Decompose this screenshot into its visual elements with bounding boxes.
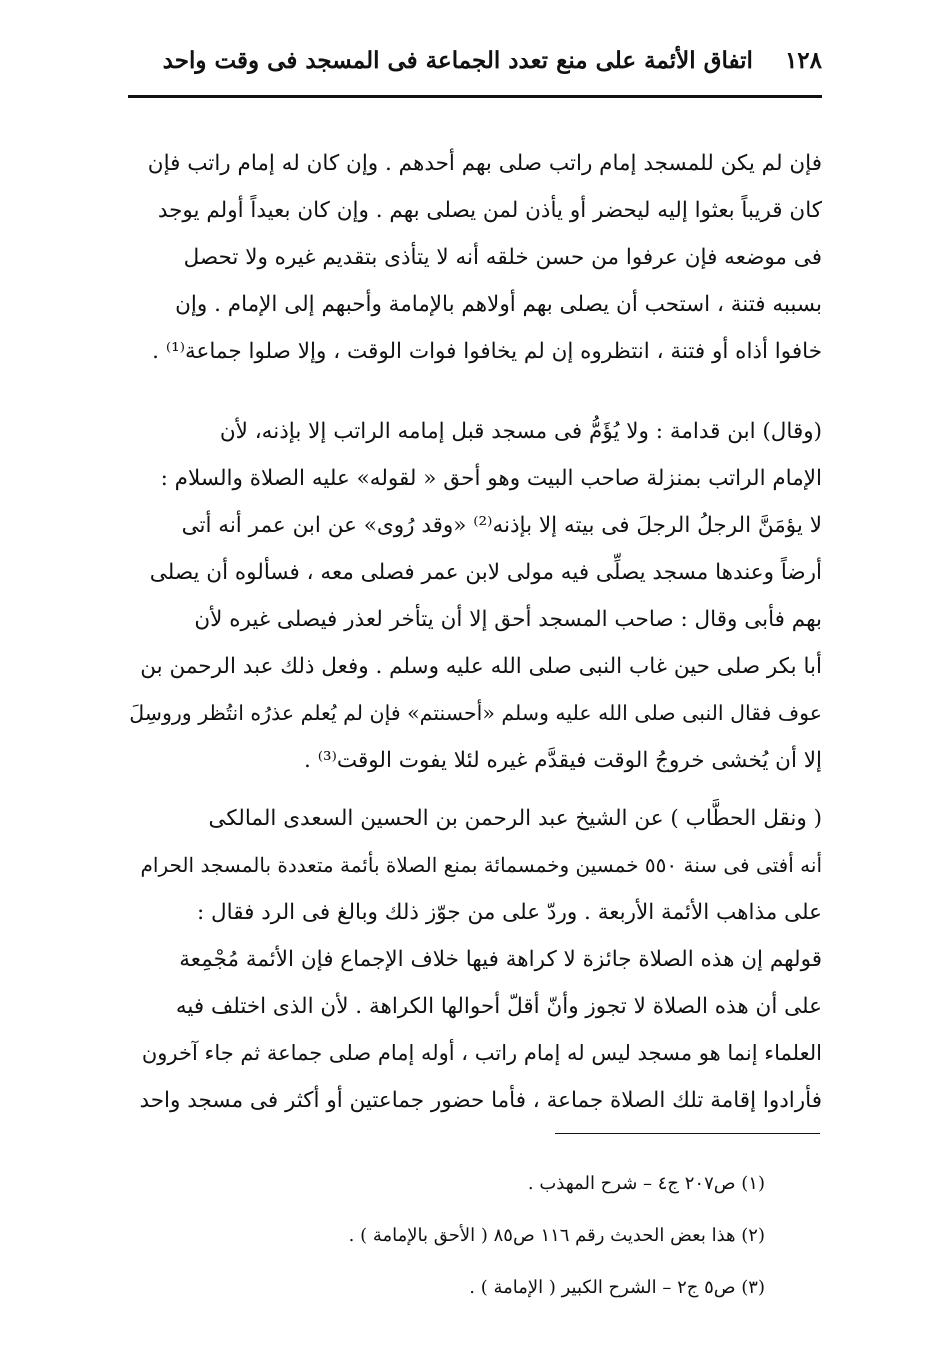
text-line: بسببه فتنة ، استحب أن يصلى بهم أولاهم بالإمامة وأحبهم إلى الإمام . وإن (175, 292, 822, 317)
paragraph-1 (128, 140, 822, 375)
text-line: أنه أفتى فى سنة ٥٥٠ خمسين وخمسمائة بمنع الصلاة بأئمة متعددة بالمسجد الحرام (140, 853, 822, 877)
text-line: على مذاهب الأئمة الأربعة . وردّ على من جوّز ذلك وبالغ فى الرد فقال : (196, 900, 822, 925)
footnotes (300, 1158, 765, 1314)
footnote-separator (555, 1133, 820, 1134)
text-line: لا يؤمَنَّ الرجلُ الرجلَ فى بيته إلا بإذنه⁽²⁾ «وقد رُوى» عن ابن عمر أنه أتى (181, 513, 822, 538)
text-line: فإن لم يكن للمسجد إمام راتب صلى بهم أحدهم . وإن كان له إمام راتب فإن (147, 151, 822, 176)
paragraph-2 (128, 408, 822, 784)
text-line: عوف فقال النبى صلى الله عليه وسلم «أحسنتم» فإن لم يُعلم عذرُه انتُظر وروسِلَ (129, 701, 822, 725)
text-line: على أن هذه الصلاة لا تجوز وأنّ أقلّ أحوالها الكراهة . لأن الذى اختلف فيه (175, 994, 822, 1019)
text-line: ( ونقل الحطَّاب ) عن الشيخ عبد الرحمن بن الحسين السعدى المالكى (208, 806, 822, 831)
text-line: بهم فأبى وقال : صاحب المسجد أحق إلا أن يتأخر لعذر فيصلى غيره لأن (194, 607, 822, 632)
text-line: أرضاً وعندها مسجد يصلِّى فيه مولى لابن عمر فصلى معه ، فسألوه أن يصلى (149, 560, 822, 585)
footnote-2: (٢) هذا بعض الحديث رقم ١١٦ ص٨٥ ( الأحق بالإمامة ) . (348, 1225, 765, 1246)
footnote-3: (٣) ص٥ ج٢ – الشرح الكبير ( الإمامة ) . (469, 1277, 765, 1298)
page-number: ١٢٨ (784, 46, 822, 74)
footnote-1: (١) ص٢٠٧ ج٤ – شرح المهذب . (527, 1173, 765, 1194)
page-header (128, 40, 822, 80)
text-line: فأرادوا إقامة تلك الصلاة جماعة ، فأما حضور جماعتين أو أكثر فى مسجد واحد (139, 1088, 822, 1113)
text-line: فى موضعه فإن عرفوا من حسن خلقه أنه لا يتأذى بتقديم غيره ولا تحصل (183, 245, 822, 270)
text-line: (وقال) ابن قدامة : ولا يُؤَمُّ فى مسجد قبل إمامه الراتب إلا بإذنه، لأن (219, 419, 822, 444)
text-line: الإمام الراتب بمنزلة صاحب البيت وهو أحق « لقوله» عليه الصلاة والسلام : (160, 466, 822, 491)
text-line: العلماء إنما هو مسجد ليس له إمام راتب ، أوله إمام صلى جماعة ثم جاء آخرون (141, 1041, 822, 1065)
text-line: قولهم إن هذه الصلاة جائزة لا كراهة فيها خلاف الإجماع فإن الأئمة مُجْمِعة (179, 947, 822, 972)
header-rule (128, 95, 822, 98)
text-line: كان قريباً بعثوا إليه ليحضر أو يأذن لمن يصلى بهم . وإن كان بعيداً أولم يوجد (157, 198, 822, 223)
paragraph-3 (128, 795, 822, 1124)
running-title: اتفاق الأئمة على منع تعدد الجماعة فى المسجد فى وقت واحد (162, 46, 753, 74)
text-line: إلا أن يُخشى خروجُ الوقت فيقدَّم غيره لئلا يفوت الوقت⁽³⁾ . (304, 748, 822, 773)
text-line: خافوا أذاه أو فتنة ، انتظروه إن لم يخافوا فوات الوقت ، وإلا صلوا جماعة⁽¹⁾ . (152, 339, 822, 364)
text-line: أبا بكر صلى حين غاب النبى صلى الله عليه وسلم . وفعل ذلك عبد الرحمن بن (140, 654, 822, 679)
